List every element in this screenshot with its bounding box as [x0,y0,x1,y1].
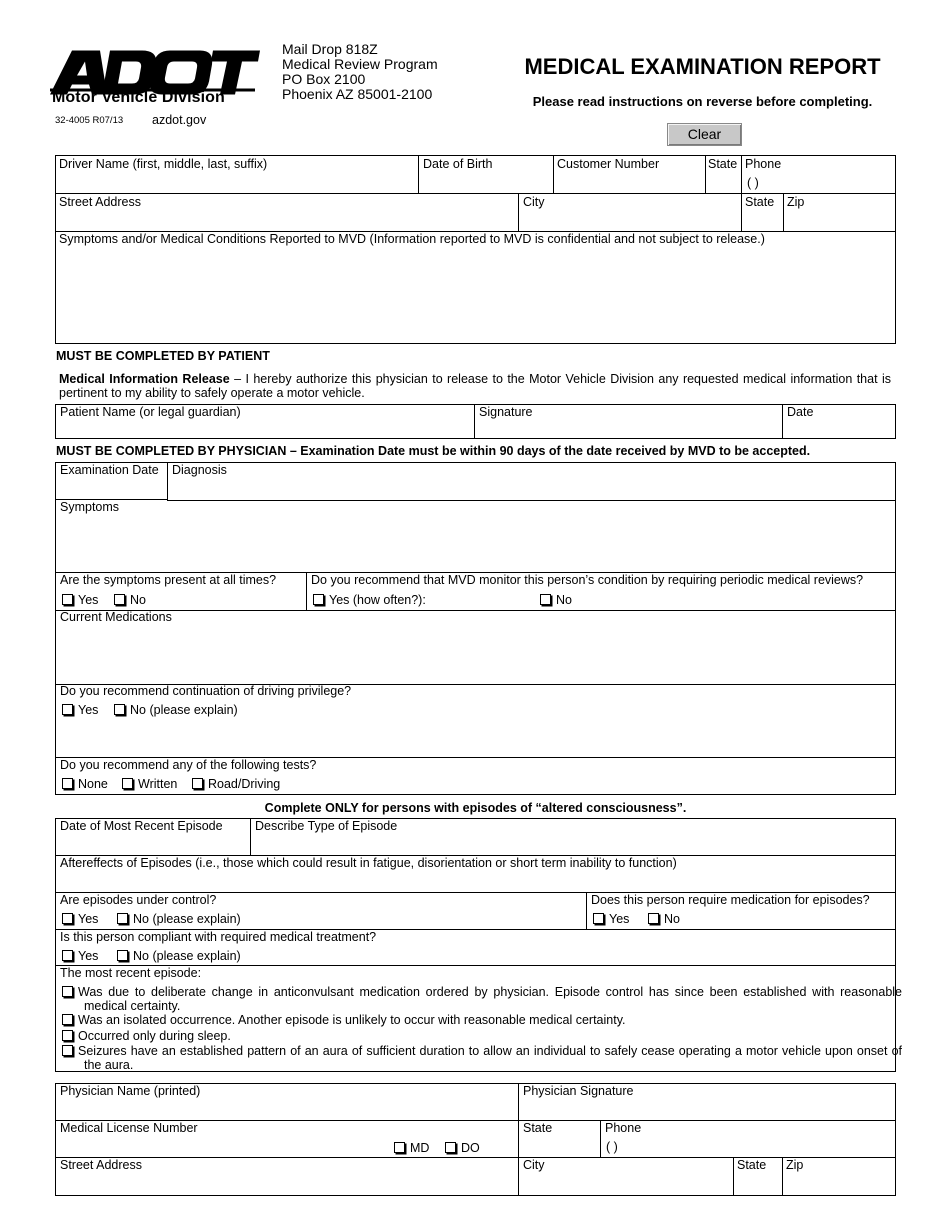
medical-release-text: Medical Information Release – I hereby authorize this physician to release to the Motor Vehicle Division any requested medical information that is pertinent to my ability to safely operate a motor vehicle. [59,372,891,400]
do-checkbox[interactable]: DO [445,1141,480,1155]
form-number: 32-4005 R07/13 [55,115,124,126]
control-yes[interactable]: Yes [62,912,98,926]
physician-phone-paren: ( ) [606,1140,618,1154]
form-title: MEDICAL EXAMINATION REPORT [524,54,881,79]
physician-signature-field[interactable]: Physician Signature [523,1084,634,1098]
driver-state2-field[interactable]: State [745,195,775,209]
instructions-note: Please read instructions on reverse before completing. [532,94,873,109]
compliant-yes[interactable]: Yes [62,949,98,963]
medication-question: Does this person require medication for episodes? [591,893,870,907]
driver-state-field[interactable]: State [708,157,738,171]
checkbox-icon [445,1142,456,1153]
checkbox-icon [62,986,73,997]
physician-phone-field[interactable]: Phone [605,1121,642,1135]
physician-city-field[interactable]: City [523,1158,545,1172]
symptoms-reported-field[interactable]: Symptoms and/or Medical Conditions Reported to MVD (Information reported to MVD is confidential and not subject to release.) [59,232,765,246]
patient-date-field[interactable]: Date [787,405,814,419]
physician-zip-field[interactable]: Zip [786,1158,804,1172]
driver-phone-field[interactable]: Phone [745,157,782,171]
continuation-no[interactable]: No (please explain) [114,703,238,717]
checkbox-icon [62,950,73,961]
monitor-yes[interactable]: Yes (how often?): [313,593,426,607]
checkbox-icon [117,913,128,924]
symptoms-present-question: Are the symptoms present at all times? [60,573,277,587]
physician-name-field[interactable]: Physician Name (printed) [60,1084,201,1098]
license-number-field[interactable]: Medical License Number [60,1121,198,1135]
compliant-question: Is this person compliant with required medical treatment? [60,930,377,944]
physician-state2-field[interactable]: State [737,1158,767,1172]
driver-phone-paren: ( ) [747,176,759,190]
episode-type-field[interactable]: Describe Type of Episode [255,819,398,833]
md-checkbox[interactable]: MD [394,1141,429,1155]
checkbox-icon [540,594,551,605]
recent-episode-date-field[interactable]: Date of Most Recent Episode [60,819,223,833]
physician-exam-box [55,462,896,795]
episode-option-3[interactable]: Occurred only during sleep. [62,1029,880,1043]
checkbox-icon [62,1045,73,1056]
customer-number-field[interactable]: Customer Number [557,157,660,171]
most-recent-label: The most recent episode: [60,966,202,980]
checkbox-icon [313,594,324,605]
checkbox-icon [62,1030,73,1041]
episode-option-1[interactable]: Was due to deliberate change in anticonvulsant medication ordered by physician. Episode control has since been established with reasonable medical certainty. [62,985,902,1013]
driver-info-box [55,155,896,344]
driver-street-field[interactable]: Street Address [59,195,141,209]
diagnosis-field[interactable]: Diagnosis [172,463,227,477]
current-medications-field[interactable]: Current Medications [60,610,172,624]
test-none[interactable]: None [62,777,108,791]
checkbox-icon [62,594,73,605]
physician-info-box [55,1083,896,1196]
checkbox-icon [62,778,73,789]
monitor-no[interactable]: No [540,593,572,607]
episodes-heading: Complete ONLY for persons with episodes of “altered consciousness”. [264,801,687,815]
checkbox-icon [394,1142,405,1153]
medication-no[interactable]: No [648,912,680,926]
symptoms-field[interactable]: Symptoms [60,500,120,514]
checkbox-icon [62,1014,73,1025]
checkbox-icon [62,704,73,715]
physician-heading: MUST BE COMPLETED BY PHYSICIAN – Examination Date must be within 90 days of the date received by MVD to be accepted. [56,444,811,458]
test-road-driving[interactable]: Road/Driving [192,777,280,791]
compliant-no[interactable]: No (please explain) [117,949,241,963]
exam-date-field[interactable]: Examination Date [60,463,159,477]
continuation-question: Do you recommend continuation of driving privilege? [60,684,352,698]
mailing-address: Mail Drop 818Z Medical Review Program PO Box 2100 Phoenix AZ 85001-2100 [282,41,438,102]
control-no[interactable]: No (please explain) [117,912,241,926]
physician-state-field[interactable]: State [523,1121,553,1135]
episodes-control-question: Are episodes under control? [60,893,217,907]
patient-signature-field[interactable]: Signature [479,405,533,419]
monitor-question: Do you recommend that MVD monitor this person’s condition by requiring periodic medical reviews? [311,573,864,587]
driver-city-field[interactable]: City [523,195,545,209]
checkbox-icon [114,594,125,605]
checkbox-icon [593,913,604,924]
driver-name-field[interactable]: Driver Name (first, middle, last, suffix) [59,157,268,171]
clear-button[interactable]: Clear [667,123,742,146]
episode-option-2[interactable]: Was an isolated occurrence. Another episode is unlikely to occur with reasonable medical certainty. [62,1013,880,1027]
aftereffects-field[interactable]: Aftereffects of Episodes (i.e., those which could result in fatigue, disorientation or short term inability to function) [60,856,677,870]
checkbox-icon [114,704,125,715]
patient-name-field[interactable]: Patient Name (or legal guardian) [60,405,241,419]
division-name: Motor Vehicle Division [52,89,225,106]
episode-option-4[interactable]: Seizures have an established pattern of an aura of sufficient duration to allow an individual to safely cease operating a motor vehicle upon onset of the aura. [62,1044,902,1072]
symptoms-present-no[interactable]: No [114,593,146,607]
medication-yes[interactable]: Yes [593,912,629,926]
checkbox-icon [648,913,659,924]
patient-heading: MUST BE COMPLETED BY PATIENT [56,349,270,363]
driver-zip-field[interactable]: Zip [787,195,805,209]
checkbox-icon [192,778,203,789]
test-written[interactable]: Written [122,777,177,791]
date-of-birth-field[interactable]: Date of Birth [423,157,493,171]
physician-street-field[interactable]: Street Address [60,1158,142,1172]
checkbox-icon [122,778,133,789]
continuation-yes[interactable]: Yes [62,703,98,717]
checkbox-icon [117,950,128,961]
tests-question: Do you recommend any of the following tests? [60,758,317,772]
symptoms-present-yes[interactable]: Yes [62,593,98,607]
website: azdot.gov [152,113,207,127]
checkbox-icon [62,913,73,924]
